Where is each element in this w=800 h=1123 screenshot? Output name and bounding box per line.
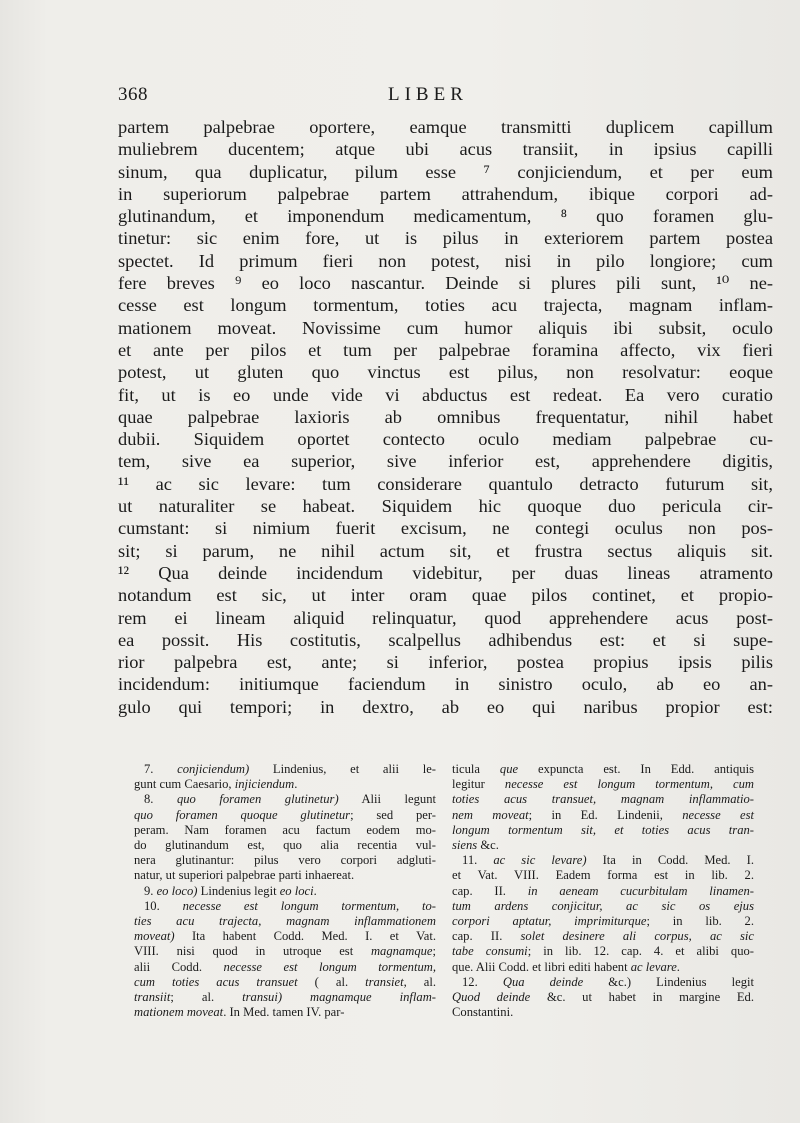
text-line: fere breves ⁹ eo loco nascantur. Deinde si plures pili sunt, ¹⁰ ne- [118,273,773,294]
footnote-line: mationem moveat. In Med. tamen IV. par- [134,1005,345,1020]
footnote-line: 9. eo loco) Lindenius legit eo loci. [144,883,317,898]
footnote-line: ticula que expuncta est. In Edd. antiquis [452,762,755,776]
text-line: et ante per pilos et tum per palpebrae foramina affecto, vix fieri [118,339,773,360]
text-line: tinetur: sic enim fore, ut is pilus in exteriorem partem postea [118,228,773,249]
footnote-line: nem moveat; in Ed. Lindenii, necesse est [452,807,754,822]
footnote-line: Constantini. [452,1005,514,1020]
text-line: quae palpebrae laxioris ab omnibus frequentatur, nihil habet [118,406,773,427]
text-line: gulo qui tempori; in dextro, ab eo qui naribus propior est: [118,696,773,717]
text-line: in superiorum palpebrae partem attrahendum, ibique corpori ad- [118,183,773,204]
footnote-line: natur, ut superiori palpebrae parti inhaereat. [134,868,355,883]
footnote-line: 8. quo foramen glutinetur) Alii legunt [144,792,437,807]
text-line: mationem moveat. Novissime cum humor aliquis ibi subsit, oculo [118,317,773,338]
text-line: notandum est sic, ut inter oram quae pilos continet, et propio- [118,585,773,606]
footnote-line: que. Alii Codd. et libri editi habent ac levare. [452,959,680,974]
footnote-line: VIII. nisi quod in utroque est magnamque; [134,944,436,959]
footnote-line: cap. II. solet desinere ali corpus, ac sic [452,929,755,944]
main-text-block [118,116,773,718]
text-line: sinum, qua duplicatur, pilum esse ⁷ conjiciendum, et per eum [118,161,773,182]
footnote-line: cum toties acus transuet ( al. transiet, al. [134,974,436,989]
footnote-line: et Vat. VIII. Eadem forma est in lib. 2. [452,868,754,883]
text-line: ut naturaliter se habeat. Siquidem hic quoque duo pericula cir- [118,496,773,517]
text-line: sit; si parum, ne nihil actum sit, et frustra sectus aliquis sit. [118,540,773,561]
footnote-line: peram. Nam foramen acu factum eodem mo- [134,822,436,837]
page-number: 368 [118,84,148,105]
footnote-line: legitur necesse est longum tormentum, cum [452,777,754,792]
footnotes-right-column [452,762,754,1020]
text-line: dubii. Siquidem oportet contecto oculo mediam palpebrae cu- [118,429,773,450]
footnote-line: longum tormentum sit, et toties acus tran- [452,822,754,837]
page-header [118,84,778,114]
footnote-line: 7. conjiciendum) Lindenius, et alii le- [144,762,436,776]
text-line: incidendum: initiumque faciendum in sinistro oculo, ab eo an- [118,674,773,695]
footnote-line: moveat) Ita habent Codd. Med. I. et Vat. [134,929,436,944]
footnote-line: cap. II. in aeneam cucurbitulam linamen- [452,883,754,898]
text-line: ¹¹ ac sic levare: tum considerare quantulo detracto futurum sit, [118,473,773,494]
footnote-line: tum ardens conjicitur, ac sic os ejus [452,898,754,913]
footnote-line: ties acu trajecta, magnam inflammationem [134,914,436,929]
text-line: spectet. Id primum fieri non potest, nisi in pilo longiore; cum [118,250,773,271]
text-line: ea possit. His costitutis, scalpellus adhibendus est: et si supe- [118,629,773,650]
text-line: partem palpebrae oportere, eamque transmitti duplicem capillum [118,117,773,137]
footnote-line: tabe consumi; in lib. 12. cap. 4. et alibi quo- [452,944,754,959]
text-line: ¹² Qua deinde incidendum videbitur, per duas lineas atramento [118,562,773,583]
footnote-line: siens &c. [452,838,499,853]
text-line: potest, ut gluten quo vinctus est pilus, non resolvatur: eoque [118,362,773,383]
text-line: rem ei lineam aliquid relinquatur, quod apprehendere acus post- [118,607,773,628]
footnote-line: 10. necesse est longum tormentum, to- [144,898,437,913]
footnote-line: 12. Qua deinde &c.) Lindenius legit [462,974,754,989]
footnote-line: quo foramen quoque glutinetur; sed per- [134,807,436,822]
footnotes-left-column [134,762,436,1020]
footnote-line: gunt cum Caesario, injiciendum. [134,777,298,792]
footnote-line: transiit; al. transui) magnamque inflam- [134,990,436,1005]
text-line: fit, ut is eo unde vide vi abductus est redeat. Ea vero curatio [118,384,773,405]
text-line: glutinandum, et imponendum medicamentum, ⁸ quo foramen glu- [118,206,773,227]
footnote-line: toties acus transuet, magnam inflammatio- [452,792,754,807]
text-line: rior palpebra est, ante; si inferior, postea propius ipsis pilis [118,652,773,673]
footnote-line: corpori aptatur, imprimiturque; in lib. 2. [452,914,754,929]
footnote-line: 11. ac sic levare) Ita in Codd. Med. I. [462,853,754,868]
text-line: cumstant: si nimium fuerit excisum, ne contegi oculus non pos- [118,518,773,539]
text-line: cesse est longum tormentum, toties acu trajecta, magnam inflam- [118,295,773,316]
text-line: tem, sive ea superior, sive inferior est, apprehendere digitis, [118,451,773,472]
footnote-line: alii Codd. necesse est longum tormentum, [134,959,436,974]
running-head: LIBER [388,84,468,105]
text-line: muliebrem ducentem; atque ubi acus transiit, in ipsius capilli [118,139,773,160]
footnote-line: Quod deinde &c. ut habet in margine Ed. [452,990,754,1005]
footnote-line: nera glutinantur: pilus vero corpori adgluti- [134,853,436,868]
footnote-line: do glutinandum est, quo alia recentia vul- [134,838,436,853]
